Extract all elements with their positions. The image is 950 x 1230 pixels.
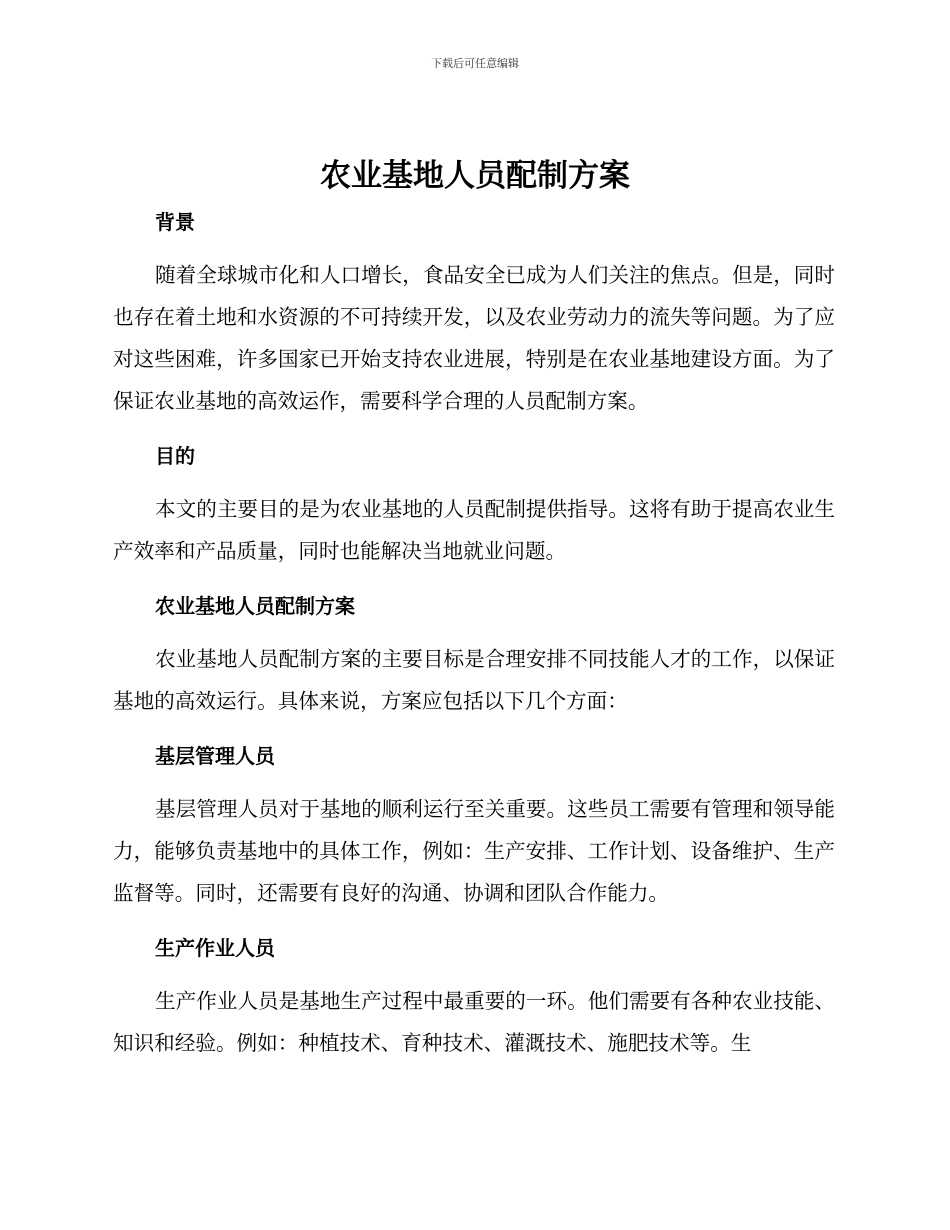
section-paragraph: 生产作业人员是基地生产过程中最重要的一环。他们需要有各种农业技能、知识和经验。例如：种植技术、育种技术、灌溉技术、施肥技术等。生 [113,989,835,1055]
section-paragraph: 本文的主要目的是为农业基地的人员配制提供指导。这将有助于提高农业生产效率和产品质量，同时也能解决当地就业问题。 [113,497,835,563]
section-background [113,202,835,436]
section-heading: 背景 [155,210,195,234]
section-production-workers [113,928,835,1064]
section-heading: 农业基地人员配制方案 [155,594,355,618]
document-title: 农业基地人员配制方案 [320,158,630,194]
page-header: 下载后可任意编辑 [431,57,519,70]
section-heading: 生产作业人员 [155,936,275,960]
section-paragraph: 随着全球城市化和人口增长，食品安全已成为人们关注的焦点。但是，同时也存在着土地和水资源的不可持续开发，以及农业劳动力的流失等问题。为了应对这些困难，许多国家已开始支持农业进展，特别是在农业基地建设方面。为了保证农业基地的高效运作，需要科学合理的人员配制方案。 [113,263,835,413]
section-paragraph: 基层管理人员对于基地的顺利运行至关重要。这些员工需要有管理和领导能力，能够负责基地中的具体工作，例如：生产安排、工作计划、设备维护、生产监督等。同时，还需要有良好的沟通、协调和团队合作能力。 [113,797,835,905]
section-purpose [113,436,835,586]
document-body [113,202,835,1064]
section-heading: 目的 [155,444,195,468]
section-paragraph: 农业基地人员配制方案的主要目标是合理安排不同技能人才的工作，以保证基地的高效运行。具体来说，方案应包括以下几个方面： [113,647,835,713]
section-staffing-plan [113,586,835,736]
section-grassroots-management [113,736,835,928]
section-heading: 基层管理人员 [155,744,275,768]
